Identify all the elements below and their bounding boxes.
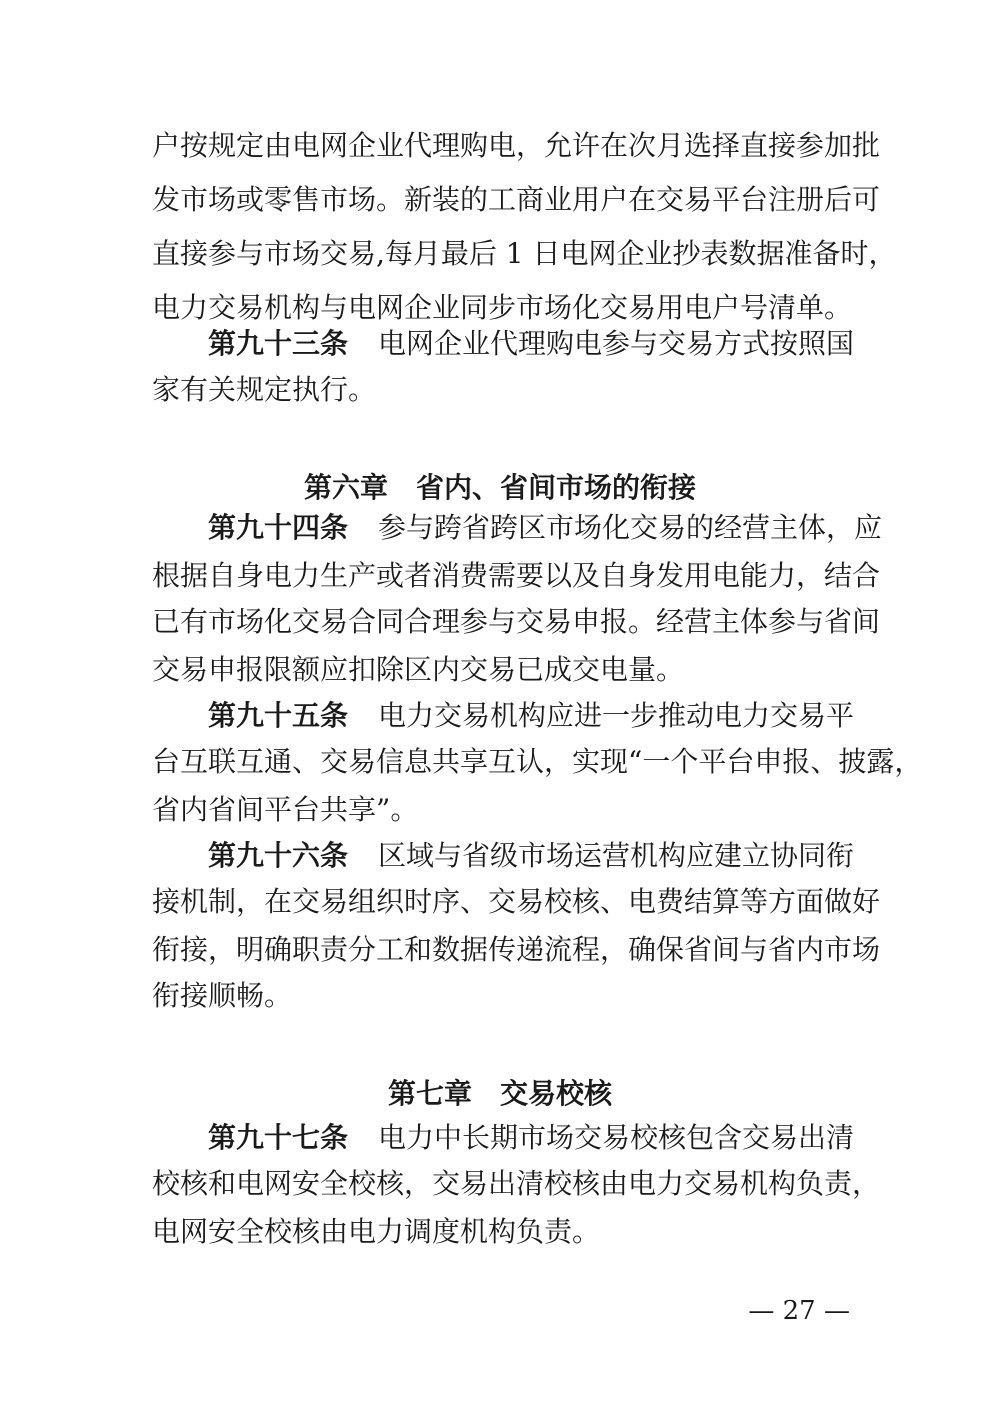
article-number: 第九十五条: [208, 699, 349, 732]
article-96-first-line: [208, 838, 855, 874]
article-number: 第九十三条: [208, 327, 349, 360]
article-number: 第九十七条: [208, 1121, 349, 1154]
paragraph-line: 台互联互通、交易信息共享互认，实现“一个平台申报、披露，: [152, 745, 923, 778]
article-text: 电力交易机构应进一步推动电力交易平: [378, 699, 855, 732]
paragraph-line: 省内省间平台共享”。: [152, 793, 419, 826]
paragraph-line: 电网安全校核由电力调度机构负责。: [152, 1215, 601, 1248]
paragraph-line: 交易申报限额应扣除区内交易已成交电量。: [152, 653, 685, 686]
paragraph-line: 电力交易机构与电网企业同步市场化交易用电户号清单。: [152, 291, 853, 324]
chapter-title: 交易校核: [500, 1077, 613, 1110]
article-94-first-line: [208, 510, 883, 546]
article-number: 第九十六条: [208, 839, 349, 872]
chapter-6-heading: [152, 470, 848, 506]
article-95-first-line: [208, 698, 855, 734]
article-93-first-line: [208, 326, 855, 362]
chapter-number: 第六章: [303, 471, 388, 504]
article-number: 第九十四条: [208, 511, 349, 544]
paragraph-line: 衔接顺畅。: [152, 979, 293, 1012]
page-number: — 27 —: [748, 1296, 850, 1326]
paragraph-line: 家有关规定执行。: [152, 373, 377, 406]
article-text: 电网企业代理购电参与交易方式按照国: [378, 327, 855, 360]
article-text: 参与跨省跨区市场化交易的经营主体，应: [378, 511, 883, 544]
paragraph-line: 根据自身电力生产或者消费需要以及自身发用电能力，结合: [152, 559, 881, 592]
paragraph-line: 直接参与市场交易,每月最后 1 日电网企业抄表数据准备时，: [152, 237, 897, 270]
article-text: 区域与省级市场运营机构应建立协同衔: [378, 839, 855, 872]
paragraph-line: 接机制，在交易组织时序、交易校核、电费结算等方面做好: [152, 885, 881, 918]
paragraph-line: 衔接，明确职责分工和数据传递流程，确保省间与省内市场: [152, 933, 881, 966]
article-text: 电力中长期市场交易校核包含交易出清: [378, 1121, 855, 1154]
paragraph-line: 已有市场化交易合同合理参与交易申报。经营主体参与省间: [152, 605, 881, 638]
paragraph-line: 校核和电网安全校核，交易出清校核由电力交易机构负责，: [152, 1167, 881, 1200]
paragraph-line: 发市场或零售市场。新装的工商业用户在交易平台注册后可: [152, 183, 881, 216]
article-97-first-line: [208, 1120, 855, 1156]
chapter-title: 省内、省间市场的衔接: [416, 471, 697, 504]
chapter-7-heading: [152, 1076, 848, 1112]
paragraph-line: 户按规定由电网企业代理购电，允许在次月选择直接参加批: [152, 129, 881, 162]
chapter-number: 第七章: [387, 1077, 472, 1110]
